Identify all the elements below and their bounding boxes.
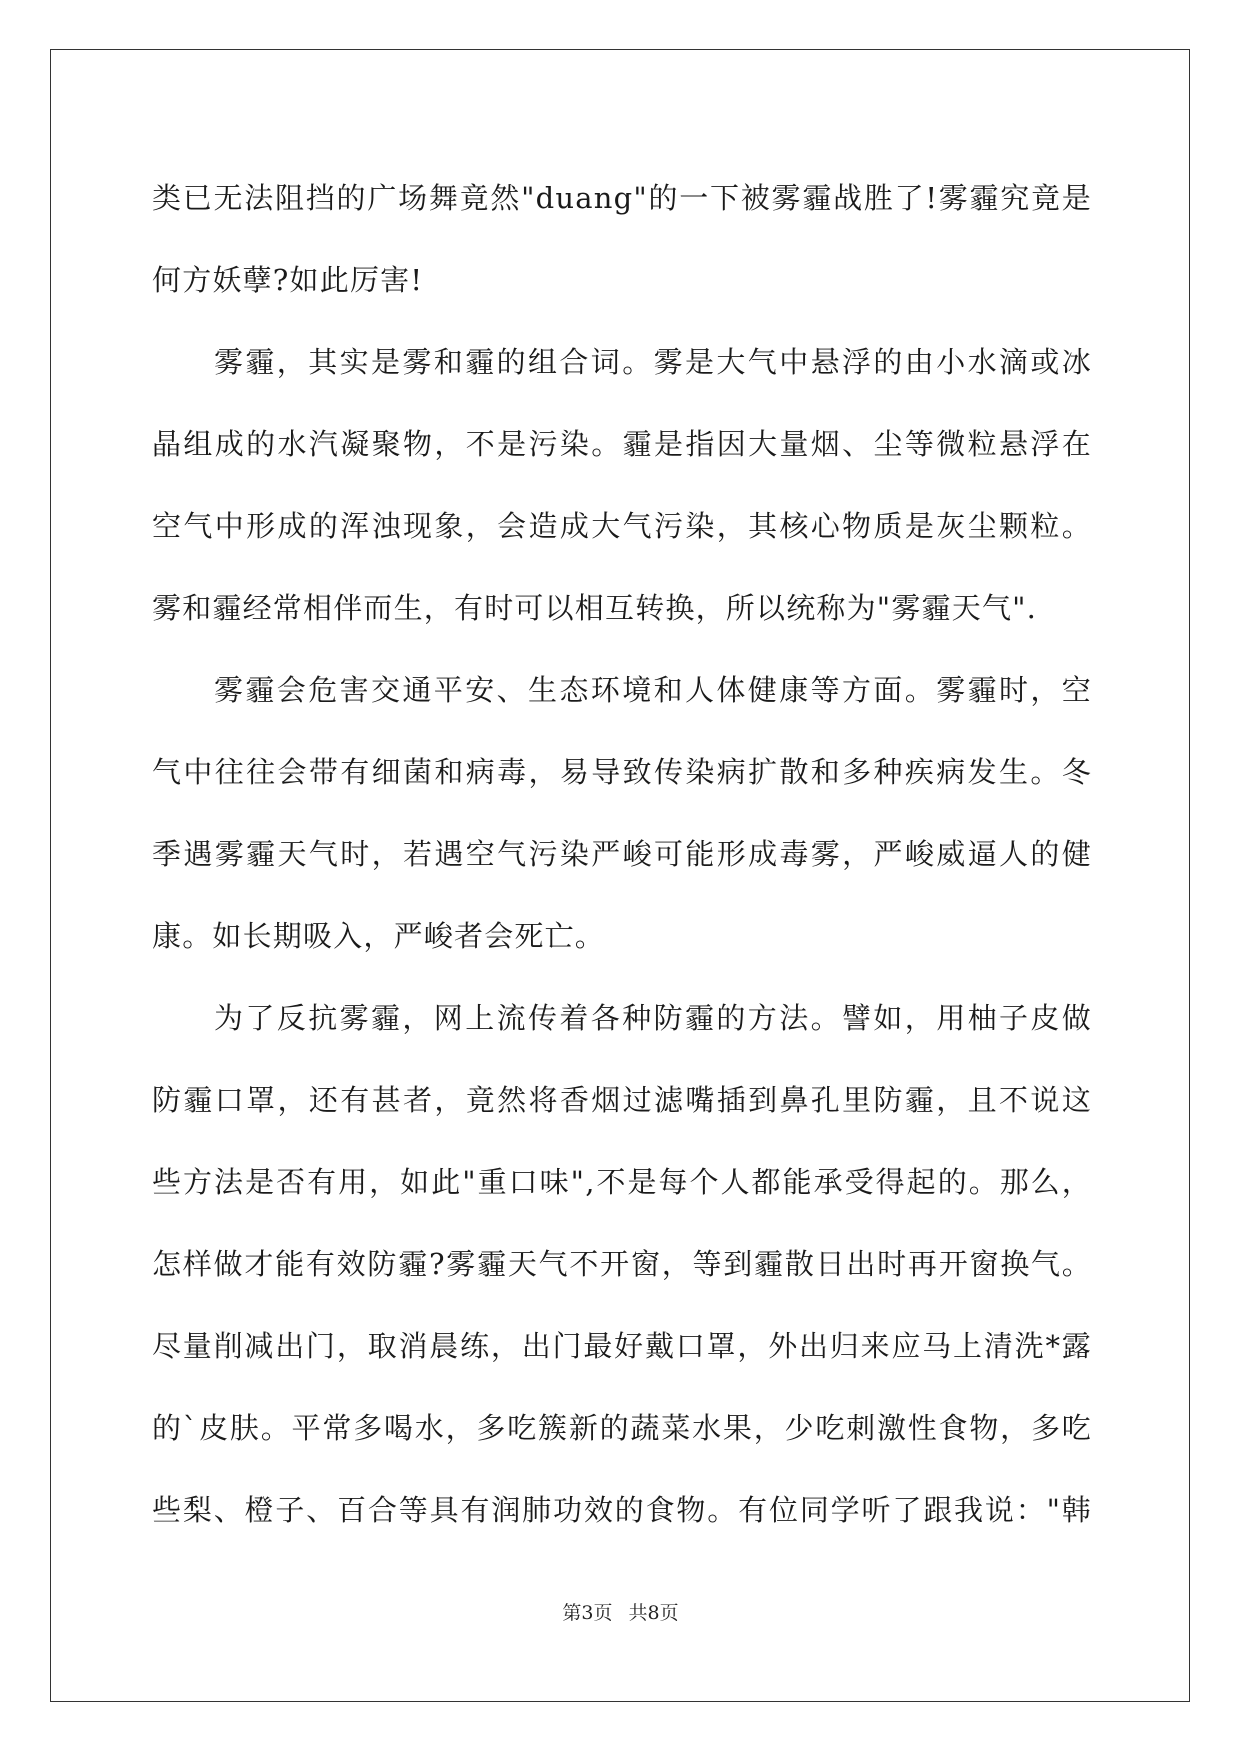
page-footer	[0, 1598, 1241, 1625]
text-line: 气中往往会带有细菌和病毒，易导致传染病扩散和多种疾病发生。冬	[152, 755, 1092, 789]
text-line: 类已无法阻挡的广场舞竟然"duang"的一下被雾霾战胜了!雾霾究竟是	[152, 181, 1092, 215]
text-line: 雾和霾经常相伴而生，有时可以相互转换，所以统称为"雾霾天气".	[152, 591, 1038, 625]
text-line: 何方妖孽?如此厉害!	[152, 263, 424, 297]
text-line: 尽量削减出门，取消晨练，出门最好戴口罩，外出归来应马上清洗*露	[152, 1329, 1092, 1363]
page-number: 第3页	[562, 1602, 613, 1624]
page-total: 共8页	[628, 1602, 679, 1624]
text-line: 雾霾，其实是雾和霾的组合词。雾是大气中悬浮的由小水滴或冰	[214, 345, 1092, 379]
text-line: 康。如长期吸入，严峻者会死亡。	[152, 919, 606, 953]
text-line: 为了反抗雾霾，网上流传着各种防霾的方法。譬如，用柚子皮做	[214, 1001, 1092, 1035]
text-line: 雾霾会危害交通平安、生态环境和人体健康等方面。雾霾时，空	[214, 673, 1092, 707]
text-line: 季遇雾霾天气时，若遇空气污染严峻可能形成毒雾，严峻威逼人的健	[152, 837, 1092, 871]
document-body	[152, 157, 1092, 1551]
text-line: 些方法是否有用，如此"重口味",不是每个人都能承受得起的。那么，	[152, 1165, 1092, 1199]
text-line: 晶组成的水汽凝聚物，不是污染。霾是指因大量烟、尘等微粒悬浮在	[152, 427, 1092, 461]
text-line: 空气中形成的浑浊现象，会造成大气污染，其核心物质是灰尘颗粒。	[152, 509, 1092, 543]
text-line: 的`皮肤。平常多喝水，多吃簇新的蔬菜水果，少吃刺激性食物，多吃	[152, 1411, 1092, 1445]
text-line: 防霾口罩，还有甚者，竟然将香烟过滤嘴插到鼻孔里防霾，且不说这	[152, 1083, 1092, 1117]
text-line: 些梨、橙子、百合等具有润肺功效的食物。有位同学听了跟我说："韩	[152, 1493, 1092, 1527]
text-line: 怎样做才能有效防霾?雾霾天气不开窗，等到霾散日出时再开窗换气。	[152, 1247, 1092, 1281]
